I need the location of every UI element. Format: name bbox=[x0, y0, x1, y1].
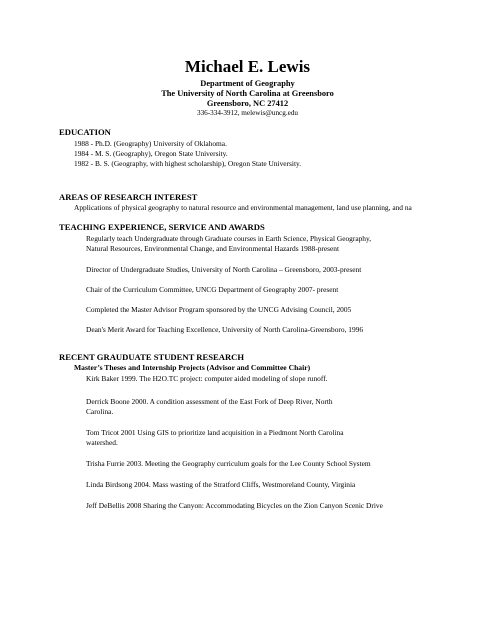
advisor-program: Completed the Master Advisor Program sponsored by the UNCG Advising Council, 2005 bbox=[86, 305, 352, 314]
university: The University of North Carolina at Greensboro bbox=[161, 89, 334, 98]
director-role: Director of Undergraduate Studies, University of North Carolina – Greensboro, 2003-present bbox=[86, 265, 362, 274]
research-text: Applications of physical geography to natural resource and environmental management, land use planning, and na bbox=[74, 203, 412, 212]
student-entry: Trisha Furrie 2003. Meeting the Geography curriculum goals for the Lee County School System bbox=[86, 459, 371, 468]
student-entry: Jeff DeBellis 2008 Sharing the Canyon: Accommodating Bicycles on the Zion Canyon Scenic Drive bbox=[86, 501, 383, 510]
location: Greensboro, NC 27412 bbox=[206, 99, 289, 108]
department: Department of Geography bbox=[200, 79, 295, 88]
research-heading: AREAS OF RESEARCH INTEREST bbox=[59, 192, 198, 202]
chair-role: Chair of the Curriculum Committee, UNCG Department of Geography 2007- present bbox=[86, 285, 339, 294]
student-entry: Derrick Boone 2000. A condition assessment of the East Fork of Deep River, North bbox=[86, 397, 333, 406]
education-item: 1984 - M. S. (Geography), Oregon State University. bbox=[74, 149, 228, 158]
graduate-heading: RECENT GRAUDUATE STUDENT RESEARCH bbox=[59, 352, 245, 362]
student-entry: Linda Birdsong 2004. Mass wasting of the Stratford Cliffs, Westmoreland County, Virginia bbox=[86, 480, 356, 489]
teaching-courses-line1: Regularly teach Undergraduate through Graduate courses in Earth Science, Physical Geography, bbox=[86, 234, 372, 243]
student-entry: Kirk Baker 1999. The H2O.TC project: computer aided modeling of slope runoff. bbox=[86, 374, 328, 383]
graduate-subheading: Master’s Theses and Internship Projects (Advisor and Committee Chair) bbox=[74, 363, 311, 372]
teaching-courses-line2: Natural Resources, Environmental Change, and Environmental Hazards 1988-present bbox=[86, 244, 340, 253]
teaching-heading: TEACHING EXPERIENCE, SERVICE AND AWARDS bbox=[59, 222, 265, 232]
student-entry-continued: watershed. bbox=[86, 438, 118, 447]
contact-info: 336-334-3912, melewis@uncg.edu bbox=[196, 109, 299, 117]
person-name: Michael E. Lewis bbox=[184, 57, 311, 76]
student-entry-continued: Carolina. bbox=[86, 407, 114, 416]
education-item: 1982 - B. S. (Geography, with highest scholarship), Oregon State University. bbox=[74, 159, 302, 168]
teaching-award: Dean's Merit Award for Teaching Excellence, University of North Carolina-Greensboro, 1996 bbox=[86, 325, 364, 334]
student-entry: Tom Tricot 2001 Using GIS to prioritize land acquisition in a Piedmont North Carolina bbox=[86, 428, 344, 437]
education-item: 1988 - Ph.D. (Geography) University of Oklahoma. bbox=[74, 139, 227, 148]
education-heading: EDUCATION bbox=[59, 127, 111, 137]
